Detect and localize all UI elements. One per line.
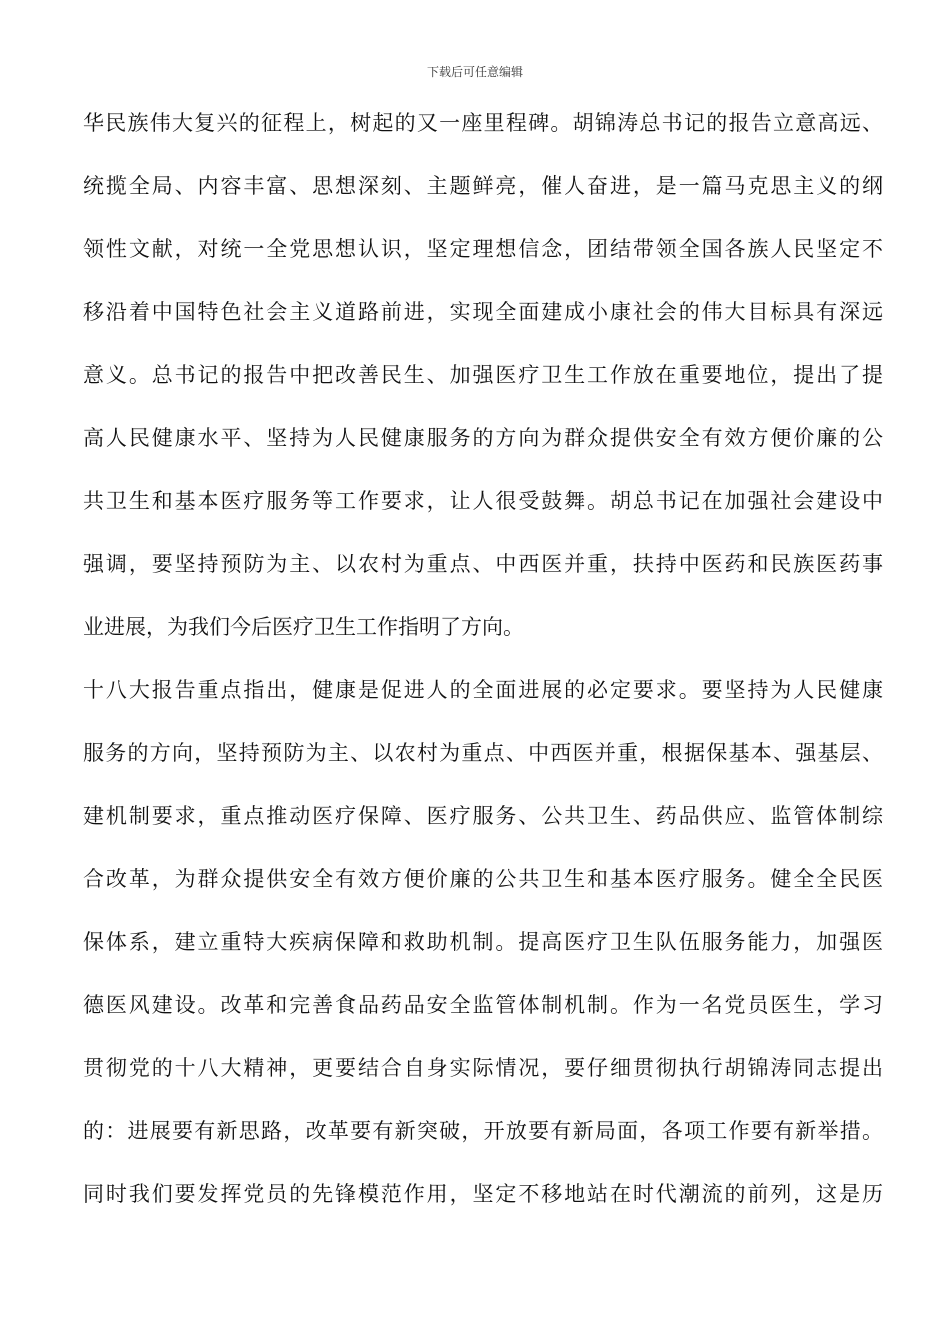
text-line: 十八大报告重点指出，健康是促进人的全面进展的必定要求。要坚持为人民健康: [83, 678, 883, 702]
document-body: [83, 92, 883, 1226]
text-line: 高人民健康水平、坚持为人民健康服务的方向为群众提供安全有效方便价廉的公: [83, 426, 883, 450]
text-line: 业进展，为我们今后医疗卫生工作指明了方向。: [83, 615, 524, 639]
text-line: 华民族伟大复兴的征程上，树起的又一座里程碑。胡锦涛总书记的报告立意高远、: [83, 111, 883, 135]
paragraph-1: [83, 92, 883, 659]
text-line: 意义。总书记的报告中把改善民生、加强医疗卫生工作放在重要地位，提出了提: [83, 363, 883, 387]
text-line: 建机制要求，重点推动医疗保障、医疗服务、公共卫生、药品供应、监管体制综: [83, 804, 883, 828]
text-line: 贯彻党的十八大精神，更要结合自身实际情况，要仔细贯彻执行胡锦涛同志提出: [83, 1056, 883, 1080]
text-line: 统揽全局、内容丰富、思想深刻、主题鲜亮，催人奋进，是一篇马克思主义的纲: [83, 174, 883, 198]
text-line: 的：进展要有新思路，改革要有新突破，开放要有新局面，各项工作要有新举措。: [83, 1119, 883, 1143]
text-line: 保体系，建立重特大疾病保障和救助机制。提高医疗卫生队伍服务能力，加强医: [83, 930, 883, 954]
text-line: 合改革，为群众提供安全有效方便价廉的公共卫生和基本医疗服务。健全全民医: [83, 867, 883, 891]
text-line: 服务的方向，坚持预防为主、以农村为重点、中西医并重，根据保基本、强基层、: [83, 741, 883, 765]
text-line: 移沿着中国特色社会主义道路前进，实现全面建成小康社会的伟大目标具有深远: [83, 300, 883, 324]
text-line: 领性文献，对统一全党思想认识，坚定理想信念，团结带领全国各族人民坚定不: [83, 237, 883, 261]
text-line: 共卫生和基本医疗服务等工作要求，让人很受鼓舞。胡总书记在加强社会建设中: [83, 489, 883, 513]
page-header-caption: 下载后可任意编辑: [426, 65, 523, 79]
text-line: 同时我们要发挥党员的先锋模范作用，坚定不移地站在时代潮流的前列，这是历: [83, 1182, 883, 1206]
paragraph-2: [83, 659, 883, 1226]
text-line: 强调，要坚持预防为主、以农村为重点、中西医并重，扶持中医药和民族医药事: [83, 552, 883, 576]
text-line: 德医风建设。改革和完善食品药品安全监管体制机制。作为一名党员医生，学习: [83, 993, 883, 1017]
